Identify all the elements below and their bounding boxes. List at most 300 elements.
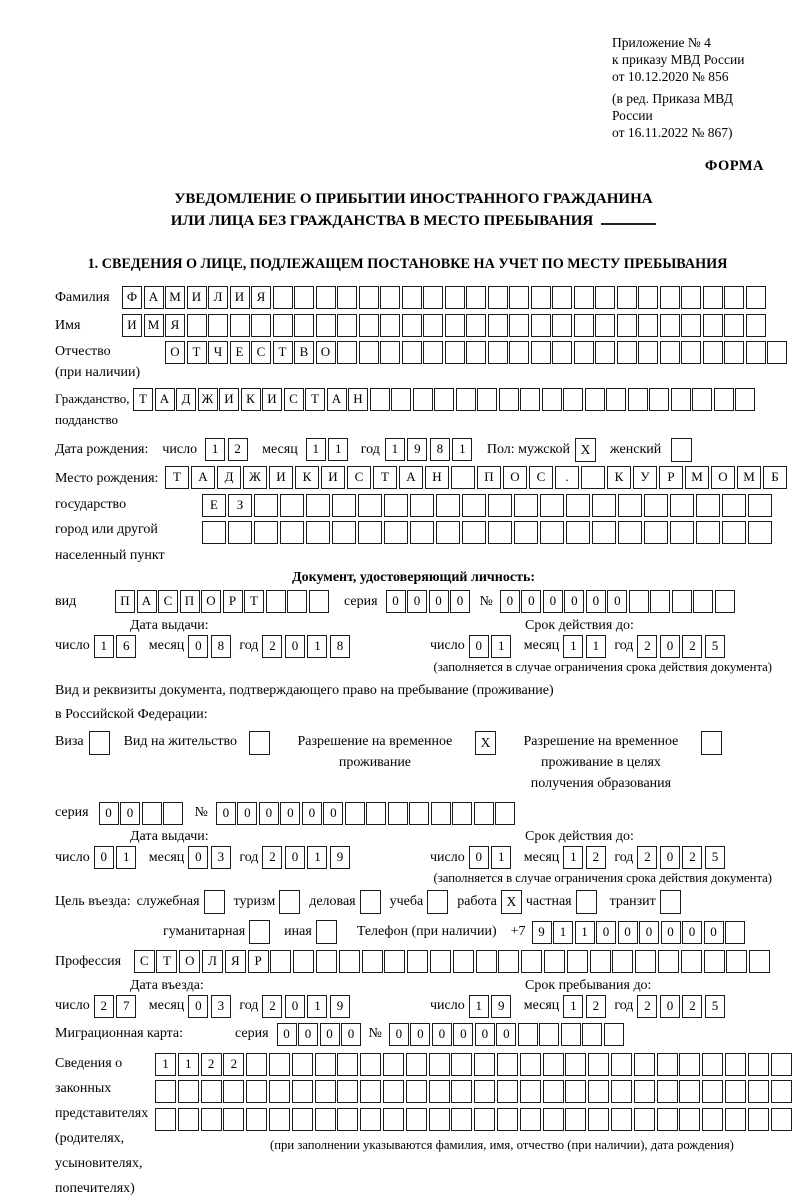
char-cell[interactable]: О bbox=[179, 950, 200, 973]
char-cell[interactable] bbox=[406, 1108, 427, 1131]
char-cell[interactable]: 0 bbox=[389, 1023, 409, 1046]
char-cell[interactable] bbox=[383, 1108, 404, 1131]
char-cell[interactable] bbox=[771, 1080, 792, 1103]
char-cell[interactable] bbox=[565, 1108, 586, 1131]
char-cell[interactable] bbox=[380, 341, 400, 364]
char-cell[interactable] bbox=[223, 1080, 244, 1103]
char-cell[interactable] bbox=[518, 1023, 538, 1046]
char-cell[interactable] bbox=[696, 494, 720, 517]
residence-permit-checkbox[interactable] bbox=[249, 731, 270, 755]
char-cell[interactable] bbox=[702, 1108, 723, 1131]
char-cell[interactable]: И bbox=[321, 466, 345, 489]
char-cell[interactable] bbox=[543, 1080, 564, 1103]
char-cell[interactable] bbox=[294, 314, 314, 337]
char-cell[interactable] bbox=[520, 1108, 541, 1131]
char-cell[interactable]: А bbox=[191, 466, 215, 489]
digit-cell[interactable]: 1 bbox=[491, 846, 511, 869]
char-cell[interactable] bbox=[542, 388, 562, 411]
char-cell[interactable]: Ф bbox=[122, 286, 142, 309]
char-cell[interactable]: 0 bbox=[682, 921, 702, 944]
digit-cell[interactable]: 1 bbox=[469, 995, 489, 1018]
char-cell[interactable] bbox=[436, 494, 460, 517]
char-cell[interactable] bbox=[423, 314, 443, 337]
char-cell[interactable]: С bbox=[347, 466, 371, 489]
digit-cell[interactable]: 7 bbox=[116, 995, 136, 1018]
char-cell[interactable]: 0 bbox=[450, 590, 470, 613]
char-cell[interactable] bbox=[693, 590, 713, 613]
digit-cell[interactable]: 1 bbox=[586, 635, 606, 658]
char-cell[interactable] bbox=[315, 1108, 336, 1131]
char-cell[interactable] bbox=[725, 1080, 746, 1103]
digit-cell[interactable]: 2 bbox=[637, 995, 657, 1018]
char-cell[interactable] bbox=[540, 494, 564, 517]
char-cell[interactable] bbox=[292, 1108, 313, 1131]
char-cell[interactable] bbox=[495, 802, 515, 825]
char-cell[interactable]: 0 bbox=[259, 802, 279, 825]
digit-cell[interactable]: 1 bbox=[116, 846, 136, 869]
char-cell[interactable]: Н bbox=[425, 466, 449, 489]
char-cell[interactable] bbox=[681, 950, 702, 973]
char-cell[interactable] bbox=[429, 1053, 450, 1076]
char-cell[interactable] bbox=[544, 950, 565, 973]
char-cell[interactable] bbox=[266, 590, 286, 613]
char-cell[interactable]: Л bbox=[208, 286, 228, 309]
char-cell[interactable] bbox=[202, 521, 226, 544]
char-cell[interactable] bbox=[509, 341, 529, 364]
char-cell[interactable] bbox=[406, 1080, 427, 1103]
char-cell[interactable] bbox=[543, 1053, 564, 1076]
char-cell[interactable] bbox=[574, 341, 594, 364]
char-cell[interactable]: 0 bbox=[475, 1023, 495, 1046]
char-cell[interactable] bbox=[474, 1080, 495, 1103]
char-cell[interactable] bbox=[163, 802, 183, 825]
char-cell[interactable] bbox=[509, 286, 529, 309]
char-cell[interactable]: Т bbox=[305, 388, 325, 411]
char-cell[interactable] bbox=[681, 341, 701, 364]
char-cell[interactable] bbox=[451, 466, 475, 489]
digit-cell[interactable]: 0 bbox=[285, 846, 305, 869]
char-cell[interactable] bbox=[563, 388, 583, 411]
char-cell[interactable]: И bbox=[230, 286, 250, 309]
char-cell[interactable] bbox=[726, 950, 747, 973]
char-cell[interactable] bbox=[521, 950, 542, 973]
char-cell[interactable] bbox=[315, 1053, 336, 1076]
char-cell[interactable]: 0 bbox=[429, 590, 449, 613]
char-cell[interactable] bbox=[360, 1108, 381, 1131]
char-cell[interactable]: 0 bbox=[543, 590, 563, 613]
char-cell[interactable] bbox=[223, 1108, 244, 1131]
char-cell[interactable]: 0 bbox=[341, 1023, 361, 1046]
char-cell[interactable] bbox=[771, 1108, 792, 1131]
char-cell[interactable] bbox=[474, 1053, 495, 1076]
char-cell[interactable]: 0 bbox=[386, 590, 406, 613]
char-cell[interactable] bbox=[499, 388, 519, 411]
official-checkbox[interactable] bbox=[204, 890, 225, 914]
char-cell[interactable]: 0 bbox=[280, 802, 300, 825]
char-cell[interactable] bbox=[679, 1108, 700, 1131]
char-cell[interactable] bbox=[531, 314, 551, 337]
char-cell[interactable]: 0 bbox=[323, 802, 343, 825]
char-cell[interactable] bbox=[409, 802, 429, 825]
char-cell[interactable] bbox=[574, 286, 594, 309]
char-cell[interactable] bbox=[746, 286, 766, 309]
char-cell[interactable]: 0 bbox=[237, 802, 257, 825]
char-cell[interactable] bbox=[208, 314, 228, 337]
humanitarian-checkbox[interactable] bbox=[249, 920, 270, 944]
char-cell[interactable] bbox=[696, 521, 720, 544]
char-cell[interactable]: Б bbox=[763, 466, 787, 489]
char-cell[interactable]: З bbox=[228, 494, 252, 517]
char-cell[interactable]: У bbox=[633, 466, 657, 489]
digit-cell[interactable]: 2 bbox=[586, 995, 606, 1018]
digit-cell[interactable]: 2 bbox=[586, 846, 606, 869]
char-cell[interactable] bbox=[638, 286, 658, 309]
char-cell[interactable] bbox=[611, 1080, 632, 1103]
tourism-checkbox[interactable] bbox=[279, 890, 300, 914]
char-cell[interactable]: Т bbox=[244, 590, 264, 613]
char-cell[interactable] bbox=[520, 1080, 541, 1103]
char-cell[interactable] bbox=[748, 1108, 769, 1131]
char-cell[interactable] bbox=[746, 314, 766, 337]
char-cell[interactable]: А bbox=[137, 590, 157, 613]
digit-cell[interactable]: 2 bbox=[637, 635, 657, 658]
char-cell[interactable] bbox=[592, 521, 616, 544]
temp-residence-edu-checkbox[interactable] bbox=[701, 731, 722, 755]
char-cell[interactable] bbox=[531, 286, 551, 309]
char-cell[interactable] bbox=[337, 1053, 358, 1076]
char-cell[interactable] bbox=[362, 950, 383, 973]
digit-cell[interactable]: 1 bbox=[563, 635, 583, 658]
char-cell[interactable] bbox=[413, 388, 433, 411]
char-cell[interactable]: 0 bbox=[453, 1023, 473, 1046]
digit-cell[interactable]: 0 bbox=[188, 995, 208, 1018]
char-cell[interactable] bbox=[423, 286, 443, 309]
char-cell[interactable]: И bbox=[122, 314, 142, 337]
digit-cell[interactable]: 5 bbox=[705, 635, 725, 658]
char-cell[interactable] bbox=[316, 950, 337, 973]
char-cell[interactable] bbox=[201, 1080, 222, 1103]
char-cell[interactable] bbox=[658, 950, 679, 973]
char-cell[interactable] bbox=[445, 314, 465, 337]
char-cell[interactable] bbox=[155, 1080, 176, 1103]
char-cell[interactable]: П bbox=[477, 466, 501, 489]
digit-cell[interactable]: 0 bbox=[469, 635, 489, 658]
char-cell[interactable] bbox=[187, 314, 207, 337]
char-cell[interactable]: С bbox=[284, 388, 304, 411]
char-cell[interactable]: 0 bbox=[496, 1023, 516, 1046]
char-cell[interactable]: 2 bbox=[201, 1053, 222, 1076]
char-cell[interactable] bbox=[423, 341, 443, 364]
char-cell[interactable] bbox=[497, 1108, 518, 1131]
char-cell[interactable]: 1 bbox=[553, 921, 573, 944]
char-cell[interactable]: Н bbox=[348, 388, 368, 411]
char-cell[interactable]: И bbox=[262, 388, 282, 411]
char-cell[interactable] bbox=[332, 494, 356, 517]
char-cell[interactable]: 0 bbox=[639, 921, 659, 944]
char-cell[interactable] bbox=[488, 341, 508, 364]
char-cell[interactable] bbox=[749, 950, 770, 973]
char-cell[interactable] bbox=[316, 286, 336, 309]
char-cell[interactable] bbox=[358, 521, 382, 544]
char-cell[interactable] bbox=[595, 341, 615, 364]
char-cell[interactable] bbox=[370, 388, 390, 411]
char-cell[interactable]: 0 bbox=[432, 1023, 452, 1046]
digit-cell[interactable]: 3 bbox=[211, 995, 231, 1018]
char-cell[interactable]: . bbox=[555, 466, 579, 489]
char-cell[interactable] bbox=[251, 314, 271, 337]
char-cell[interactable] bbox=[230, 314, 250, 337]
char-cell[interactable] bbox=[294, 286, 314, 309]
char-cell[interactable] bbox=[273, 286, 293, 309]
digit-cell[interactable]: 1 bbox=[328, 438, 348, 461]
digit-cell[interactable]: 2 bbox=[262, 635, 282, 658]
char-cell[interactable]: М bbox=[685, 466, 709, 489]
char-cell[interactable]: Т bbox=[133, 388, 153, 411]
char-cell[interactable]: В bbox=[294, 341, 314, 364]
char-cell[interactable] bbox=[201, 1108, 222, 1131]
char-cell[interactable] bbox=[638, 314, 658, 337]
char-cell[interactable] bbox=[582, 1023, 602, 1046]
digit-cell[interactable]: 6 bbox=[116, 635, 136, 658]
char-cell[interactable] bbox=[588, 1053, 609, 1076]
digit-cell[interactable]: 0 bbox=[285, 635, 305, 658]
char-cell[interactable] bbox=[155, 1108, 176, 1131]
char-cell[interactable]: 0 bbox=[407, 590, 427, 613]
char-cell[interactable]: 0 bbox=[618, 921, 638, 944]
char-cell[interactable]: М bbox=[737, 466, 761, 489]
char-cell[interactable]: Р bbox=[248, 950, 269, 973]
char-cell[interactable] bbox=[474, 802, 494, 825]
char-cell[interactable] bbox=[514, 494, 538, 517]
char-cell[interactable] bbox=[725, 1108, 746, 1131]
digit-cell[interactable]: 1 bbox=[307, 846, 327, 869]
char-cell[interactable]: Я bbox=[165, 314, 185, 337]
char-cell[interactable] bbox=[552, 341, 572, 364]
char-cell[interactable] bbox=[269, 1053, 290, 1076]
char-cell[interactable] bbox=[611, 1108, 632, 1131]
transit-checkbox[interactable] bbox=[660, 890, 681, 914]
digit-cell[interactable]: 9 bbox=[491, 995, 511, 1018]
char-cell[interactable]: 0 bbox=[298, 1023, 318, 1046]
digit-cell[interactable]: 1 bbox=[452, 438, 472, 461]
char-cell[interactable] bbox=[634, 1080, 655, 1103]
char-cell[interactable] bbox=[280, 494, 304, 517]
char-cell[interactable] bbox=[384, 950, 405, 973]
char-cell[interactable] bbox=[552, 286, 572, 309]
char-cell[interactable] bbox=[657, 1053, 678, 1076]
char-cell[interactable]: 0 bbox=[277, 1023, 297, 1046]
char-cell[interactable] bbox=[332, 521, 356, 544]
char-cell[interactable] bbox=[488, 494, 512, 517]
char-cell[interactable]: 2 bbox=[223, 1053, 244, 1076]
digit-cell[interactable]: 1 bbox=[307, 995, 327, 1018]
digit-cell[interactable]: 1 bbox=[385, 438, 405, 461]
char-cell[interactable] bbox=[287, 590, 307, 613]
char-cell[interactable] bbox=[466, 341, 486, 364]
char-cell[interactable] bbox=[359, 314, 379, 337]
digit-cell[interactable]: 2 bbox=[682, 995, 702, 1018]
char-cell[interactable]: 9 bbox=[532, 921, 552, 944]
char-cell[interactable] bbox=[635, 950, 656, 973]
char-cell[interactable] bbox=[618, 494, 642, 517]
char-cell[interactable] bbox=[767, 341, 787, 364]
female-checkbox[interactable] bbox=[671, 438, 692, 462]
char-cell[interactable]: И bbox=[187, 286, 207, 309]
char-cell[interactable] bbox=[434, 388, 454, 411]
char-cell[interactable] bbox=[722, 521, 746, 544]
char-cell[interactable] bbox=[178, 1080, 199, 1103]
char-cell[interactable] bbox=[606, 388, 626, 411]
char-cell[interactable]: Т bbox=[373, 466, 397, 489]
digit-cell[interactable]: 2 bbox=[94, 995, 114, 1018]
char-cell[interactable]: Р bbox=[659, 466, 683, 489]
char-cell[interactable] bbox=[306, 494, 330, 517]
char-cell[interactable] bbox=[254, 521, 278, 544]
char-cell[interactable]: О bbox=[201, 590, 221, 613]
char-cell[interactable] bbox=[638, 341, 658, 364]
char-cell[interactable] bbox=[431, 802, 451, 825]
char-cell[interactable] bbox=[657, 1108, 678, 1131]
char-cell[interactable] bbox=[628, 388, 648, 411]
char-cell[interactable] bbox=[748, 1053, 769, 1076]
char-cell[interactable]: И bbox=[269, 466, 293, 489]
char-cell[interactable]: Т bbox=[187, 341, 207, 364]
char-cell[interactable] bbox=[380, 286, 400, 309]
char-cell[interactable] bbox=[724, 314, 744, 337]
digit-cell[interactable]: 9 bbox=[330, 995, 350, 1018]
char-cell[interactable] bbox=[293, 950, 314, 973]
char-cell[interactable] bbox=[246, 1053, 267, 1076]
char-cell[interactable] bbox=[477, 388, 497, 411]
char-cell[interactable] bbox=[681, 314, 701, 337]
char-cell[interactable] bbox=[228, 521, 252, 544]
digit-cell[interactable]: 0 bbox=[660, 635, 680, 658]
digit-cell[interactable]: 2 bbox=[682, 635, 702, 658]
char-cell[interactable] bbox=[383, 1053, 404, 1076]
char-cell[interactable]: 0 bbox=[564, 590, 584, 613]
char-cell[interactable] bbox=[540, 521, 564, 544]
char-cell[interactable] bbox=[567, 950, 588, 973]
char-cell[interactable] bbox=[725, 921, 745, 944]
char-cell[interactable]: О bbox=[503, 466, 527, 489]
char-cell[interactable] bbox=[292, 1080, 313, 1103]
char-cell[interactable] bbox=[612, 950, 633, 973]
char-cell[interactable] bbox=[269, 1080, 290, 1103]
char-cell[interactable]: 0 bbox=[521, 590, 541, 613]
char-cell[interactable] bbox=[715, 590, 735, 613]
char-cell[interactable]: 1 bbox=[178, 1053, 199, 1076]
char-cell[interactable] bbox=[704, 950, 725, 973]
char-cell[interactable]: А bbox=[399, 466, 423, 489]
digit-cell[interactable]: 0 bbox=[94, 846, 114, 869]
char-cell[interactable] bbox=[735, 388, 755, 411]
digit-cell[interactable]: 2 bbox=[228, 438, 248, 461]
char-cell[interactable] bbox=[520, 388, 540, 411]
char-cell[interactable] bbox=[497, 1080, 518, 1103]
char-cell[interactable] bbox=[273, 314, 293, 337]
char-cell[interactable] bbox=[574, 314, 594, 337]
char-cell[interactable] bbox=[474, 1108, 495, 1131]
char-cell[interactable] bbox=[466, 286, 486, 309]
char-cell[interactable] bbox=[588, 1108, 609, 1131]
char-cell[interactable] bbox=[725, 1053, 746, 1076]
char-cell[interactable] bbox=[315, 1080, 336, 1103]
char-cell[interactable]: 0 bbox=[320, 1023, 340, 1046]
char-cell[interactable] bbox=[748, 521, 772, 544]
char-cell[interactable]: 0 bbox=[704, 921, 724, 944]
char-cell[interactable]: С bbox=[529, 466, 553, 489]
char-cell[interactable] bbox=[509, 314, 529, 337]
char-cell[interactable] bbox=[388, 802, 408, 825]
char-cell[interactable] bbox=[337, 1108, 358, 1131]
char-cell[interactable]: 0 bbox=[500, 590, 520, 613]
char-cell[interactable] bbox=[581, 466, 605, 489]
temp-residence-checkbox[interactable]: X bbox=[475, 731, 496, 755]
char-cell[interactable] bbox=[595, 286, 615, 309]
char-cell[interactable] bbox=[520, 1053, 541, 1076]
char-cell[interactable]: А bbox=[155, 388, 175, 411]
char-cell[interactable] bbox=[498, 950, 519, 973]
char-cell[interactable] bbox=[514, 521, 538, 544]
char-cell[interactable]: И bbox=[219, 388, 239, 411]
char-cell[interactable] bbox=[360, 1080, 381, 1103]
digit-cell[interactable]: 2 bbox=[637, 846, 657, 869]
char-cell[interactable] bbox=[384, 521, 408, 544]
char-cell[interactable] bbox=[360, 1053, 381, 1076]
char-cell[interactable] bbox=[617, 314, 637, 337]
char-cell[interactable]: 0 bbox=[661, 921, 681, 944]
char-cell[interactable] bbox=[660, 341, 680, 364]
char-cell[interactable] bbox=[671, 388, 691, 411]
char-cell[interactable]: М bbox=[165, 286, 185, 309]
digit-cell[interactable]: 1 bbox=[306, 438, 326, 461]
char-cell[interactable] bbox=[692, 388, 712, 411]
char-cell[interactable]: Д bbox=[176, 388, 196, 411]
char-cell[interactable]: Я bbox=[251, 286, 271, 309]
char-cell[interactable]: 0 bbox=[216, 802, 236, 825]
char-cell[interactable]: С bbox=[134, 950, 155, 973]
char-cell[interactable]: С bbox=[158, 590, 178, 613]
char-cell[interactable]: 0 bbox=[120, 802, 140, 825]
char-cell[interactable]: 0 bbox=[410, 1023, 430, 1046]
char-cell[interactable] bbox=[410, 494, 434, 517]
char-cell[interactable] bbox=[565, 1053, 586, 1076]
char-cell[interactable] bbox=[618, 521, 642, 544]
char-cell[interactable] bbox=[391, 388, 411, 411]
char-cell[interactable]: Т bbox=[165, 466, 189, 489]
char-cell[interactable] bbox=[436, 521, 460, 544]
char-cell[interactable] bbox=[660, 314, 680, 337]
char-cell[interactable] bbox=[429, 1080, 450, 1103]
char-cell[interactable]: 0 bbox=[607, 590, 627, 613]
digit-cell[interactable]: 1 bbox=[94, 635, 114, 658]
char-cell[interactable] bbox=[270, 950, 291, 973]
char-cell[interactable] bbox=[402, 286, 422, 309]
char-cell[interactable] bbox=[488, 521, 512, 544]
char-cell[interactable] bbox=[703, 286, 723, 309]
char-cell[interactable] bbox=[410, 521, 434, 544]
char-cell[interactable] bbox=[337, 341, 357, 364]
char-cell[interactable]: Л bbox=[202, 950, 223, 973]
digit-cell[interactable]: 0 bbox=[188, 846, 208, 869]
char-cell[interactable] bbox=[657, 1080, 678, 1103]
char-cell[interactable] bbox=[724, 286, 744, 309]
char-cell[interactable]: О bbox=[165, 341, 185, 364]
char-cell[interactable]: Е bbox=[202, 494, 226, 517]
digit-cell[interactable]: 0 bbox=[469, 846, 489, 869]
other-checkbox[interactable] bbox=[316, 920, 337, 944]
char-cell[interactable] bbox=[345, 802, 365, 825]
